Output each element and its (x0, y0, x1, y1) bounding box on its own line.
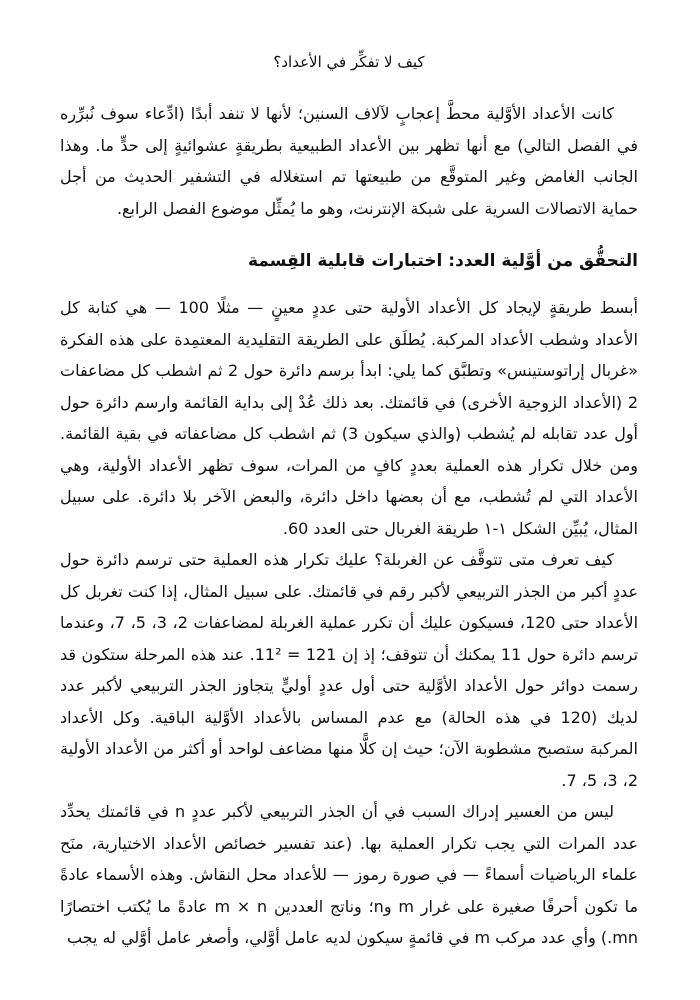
section-heading: التحقُّق من أوَّلية العدد: اختبارات قابلية القِسمة (247, 251, 638, 271)
body-paragraph-square-root: ليس من العسير إدراك السبب في أن الجذر التربيعي لأكبر عددٍ n في قائمتك يحدِّد عدد المرات التي يجب تكرار العملية بها. (عند تفسير خصائص الأعداد الاختيارية، منَح علماء الرياضيات أسماءً — في صورة رموز — للأعداد محل النقاش. وهذه الأسماء عادةً ما تكون أحرفًا صغيرة على غرار m وn؛ وناتج العددين m × n عادةً ما يُكتب اختصارًا mn.) وأي عدد مركب m في قائمةٍ سيكون لديه عامل أوَّلي، وأصغر عامل أوَّلي له يجب (60, 802, 639, 947)
running-head: كيف لا تفكِّر في الأعداد؟ (273, 53, 425, 71)
intro-paragraph: كانت الأعداد الأوَّلية محطَّ إعجابٍ لآلاف السنين؛ لأنها لا تنفد أبدًا (ادِّعاء سوف نُبرِّره في الفصل التالي) مع أنها تظهر بين الأعداد الطبيعية بطريقةٍ عشوائيةٍ إلى حدٍّ ما. وهذا الجانب الغامض وغير المتوقَّع من طبيعتها تم استغلاله في التشفير الحديث من أجل حماية الاتصالات السرية على شبكة الإنترنت، وهو ما يُمثِّل موضوع الفصل الرابع. (60, 104, 638, 218)
body-paragraph-when-to-stop: كيف تعرف متى تتوقَّف عن الغربلة؟ عليك تكرار هذه العملية حتى ترسم دائرة حول عددٍ أكبر من الجذر التربيعي لأكبر رقم في قائمتك. على سبيل المثال، إذا كنت تغربل كل الأعداد حتى 120، فسيكون عليك أن تكرر عملية الغربلة لمضاعفات 2، 3، 5، 7، وعندما ترسم دائرة حول 11 يمكنك أن تتوقف؛ إذ إن 121 = 11². عند هذه المرحلة ستكون قد رسمت دوائر حول الأعداد الأوَّلية حتى أول عددٍ أوليٍّ يتجاوز الجذر التربيعي لأكبر عدد لديك (120 في هذه الحالة) مع عدم المساس بالأعداد الأوَّلية الباقية. وكل الأعداد المركبة ستصبح مشطوبة الآن؛ حيث إن كلًّا منها مضاعف لواحد أو أكثر من الأعداد الأولية 2، 3، 5، 7. (60, 550, 639, 790)
body-paragraph-sieve: أبسط طريقةٍ لإيجاد كل الأعداد الأولية حتى عددٍ معينٍ — مثلًا 100 — هي كتابة كل الأعداد وشطب الأعداد المركبة. يُطلَق على الطريقة التقليدية المعتمِدة على هذه الفكرة «غربال إراتوستينس» وتطبَّق كما يلي: ابدأ برسم دائرة حول 2 ثم اشطب كل مضاعفات 2 (الأعداد الزوجية الأخرى) في قائمتك. بعد ذلك عُدْ إلى بداية القائمة وارسم دائرة حول أول عدد تقابله لم يُشطب (والذي سيكون 3) ثم اشطب كل مضاعفاته في بقية القائمة. ومن خلال تكرار هذه العملية بعددٍ كافٍ من المرات، سوف تظهر الأعداد الأولية، وهي الأعداد التي لم تُشطب، مع أن بعضها داخل دائرة، والبعض الآخر بلا دائرة. على سبيل المثال، يُبيِّن الشكل ١-١ طريقة الغربال حتى العدد 60. (60, 298, 639, 538)
